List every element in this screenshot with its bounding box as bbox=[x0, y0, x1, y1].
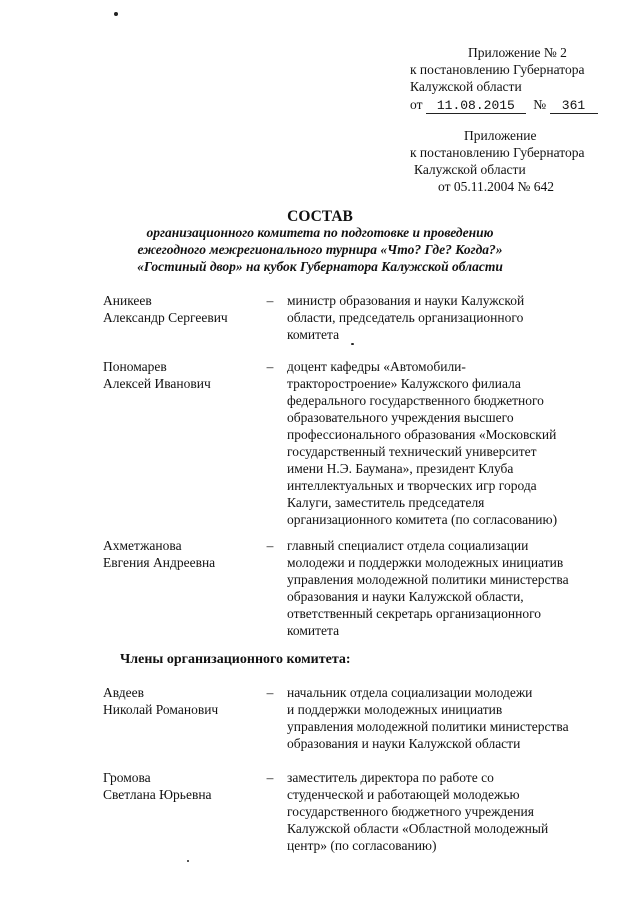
role-line: управления молодежной политики министерства bbox=[287, 719, 569, 734]
person-role bbox=[287, 684, 583, 752]
dash: – bbox=[266, 770, 274, 785]
role-line: молодежи и поддержки молодежных инициатив bbox=[287, 555, 564, 570]
document-subtitle: организационного комитета по подготовке и проведению bbox=[146, 225, 494, 240]
appendix-line: Приложение № 2 bbox=[468, 45, 567, 60]
given-name: Светлана Юрьевна bbox=[103, 787, 212, 802]
appendix-block bbox=[410, 44, 630, 114]
scan-speck bbox=[114, 12, 118, 16]
document-title: СОСТАВ bbox=[287, 208, 353, 225]
appendix-prev-line: Калужской области bbox=[414, 162, 526, 177]
role-line: центр» (по согласованию) bbox=[287, 838, 437, 853]
given-name: Алексей Иванович bbox=[103, 376, 211, 391]
role-line: организационного комитета (по согласованию) bbox=[287, 512, 558, 527]
given-name: Александр Сергеевич bbox=[103, 310, 228, 325]
appendix-prev-line: от 05.11.2004 № 642 bbox=[438, 179, 554, 194]
person-role bbox=[287, 537, 583, 639]
role-line: образования и науки Калужской области, bbox=[287, 589, 524, 604]
members-heading: Члены организационного комитета: bbox=[120, 652, 351, 667]
dash: – bbox=[266, 293, 274, 308]
person-name bbox=[103, 684, 273, 718]
role-line: профессионального образования «Московский bbox=[287, 427, 557, 442]
given-name: Евгения Андреевна bbox=[103, 555, 216, 570]
person-role bbox=[287, 358, 583, 528]
dash: – bbox=[266, 359, 274, 374]
role-line: ответственный секретарь организационного bbox=[287, 606, 542, 621]
role-line: студенческой и работающей молодежью bbox=[287, 787, 520, 802]
role-line: государственного бюджетного учреждения bbox=[287, 804, 534, 819]
role-line: заместитель директора по работе со bbox=[287, 770, 494, 785]
document-subtitle: ежегодного межрегионального турнира «Что? Где? Когда?» bbox=[137, 242, 503, 257]
given-name: Николай Романович bbox=[103, 702, 219, 717]
role-line: и поддержки молодежных инициатив bbox=[287, 702, 503, 717]
role-line: главный специалист отдела социализации bbox=[287, 538, 529, 553]
number-value: 361 bbox=[550, 98, 598, 114]
role-line: интеллектуальных и творческих игр города bbox=[287, 478, 537, 493]
person-role bbox=[287, 769, 583, 854]
person-name bbox=[103, 769, 273, 803]
scan-speck bbox=[351, 343, 354, 345]
scan-speck bbox=[187, 860, 189, 862]
document-subtitle: «Гостиный двор» на кубок Губернатора Калужской области bbox=[137, 259, 503, 274]
surname: Аникеев bbox=[103, 293, 152, 308]
dash: – bbox=[266, 538, 274, 553]
person-name bbox=[103, 358, 273, 392]
dash: – bbox=[266, 685, 274, 700]
appendix-prev-block bbox=[410, 127, 630, 195]
appendix-date-row bbox=[410, 96, 630, 114]
role-line: управления молодежной политики министерства bbox=[287, 572, 569, 587]
role-line: доцент кафедры «Автомобили- bbox=[287, 359, 466, 374]
role-line: министр образования и науки Калужской bbox=[287, 293, 525, 308]
appendix-line: к постановлению Губернатора bbox=[410, 62, 585, 77]
role-line: федерального государственного бюджетного bbox=[287, 393, 544, 408]
role-line: области, председатель организационного bbox=[287, 310, 524, 325]
role-line: Калужской области «Областной молодежный bbox=[287, 821, 549, 836]
role-line: имени Н.Э. Баумана», президент Клуба bbox=[287, 461, 514, 476]
surname: Пономарев bbox=[103, 359, 167, 374]
date-value: 11.08.2015 bbox=[426, 98, 526, 114]
surname: Громова bbox=[103, 770, 151, 785]
person-name bbox=[103, 537, 273, 571]
person-role bbox=[287, 292, 583, 343]
number-prefix: № bbox=[533, 97, 547, 112]
role-line: тракторостроение» Калужского филиала bbox=[287, 376, 521, 391]
role-line: образования и науки Калужской области bbox=[287, 736, 521, 751]
role-line: комитета bbox=[287, 327, 340, 342]
date-prefix: от bbox=[410, 97, 423, 112]
role-line: Калуги, заместитель председателя bbox=[287, 495, 485, 510]
surname: Ахметжанова bbox=[103, 538, 182, 553]
role-line: комитета bbox=[287, 623, 340, 638]
appendix-prev-line: к постановлению Губернатора bbox=[410, 145, 585, 160]
role-line: образовательного учреждения высшего bbox=[287, 410, 514, 425]
surname: Авдеев bbox=[103, 685, 145, 700]
role-line: начальник отдела социализации молодежи bbox=[287, 685, 533, 700]
role-line: государственный технический университет bbox=[287, 444, 537, 459]
appendix-prev-line: Приложение bbox=[464, 128, 537, 143]
appendix-line: Калужской области bbox=[410, 79, 522, 94]
person-name bbox=[103, 292, 273, 326]
